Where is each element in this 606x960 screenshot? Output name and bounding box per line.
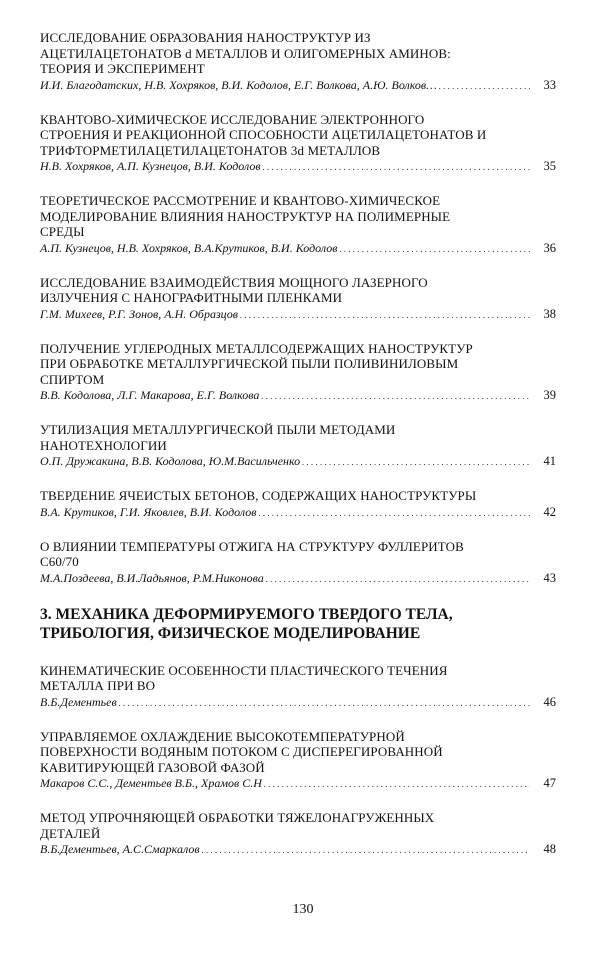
toc-entry <box>40 539 556 587</box>
toc-entry <box>40 488 556 521</box>
entry-authors: Г.М. Михеев, Р.Г. Зонов, А.Н. Образцов <box>40 306 238 321</box>
toc-entry <box>40 112 556 176</box>
entry-title: МЕТОД УПРОЧНЯЮЩЕЙ ОБРАБОТКИ ТЯЖЕЛОНАГРУЖЕННЫХ ДЕТАЛЕЙ <box>40 810 435 841</box>
toc-entry <box>40 729 556 793</box>
toc-entry <box>40 275 556 323</box>
entry-authors-row <box>40 776 556 792</box>
toc-entry <box>40 663 556 711</box>
entry-page-number: 36 <box>543 240 556 255</box>
entry-title: ПОЛУЧЕНИЕ УГЛЕРОДНЫХ МЕТАЛЛСОДЕРЖАЩИХ НАНОСТРУКТУР ПРИ ОБРАБОТКЕ МЕТАЛЛУРГИЧЕСКОЙ ПЫЛИ ПОЛИВИНИЛОВЫМ СПИРТОМ <box>40 340 473 387</box>
entry-authors: Макаров С.С., Дементьев В.Б., Храмов С.Н <box>40 776 262 790</box>
entry-title: ИССЛЕДОВАНИЕ ВЗАИМОДЕЙСТВИЯ МОЩНОГО ЛАЗЕРНОГО ИЗЛУЧЕНИЯ С НАНОГРАФИТНЫМИ ПЛЕНКАМИ <box>40 274 428 305</box>
entry-authors: В.А. Крутиков, Г.И. Яковлев, В.И. Кодолов <box>40 504 257 519</box>
dot-leader <box>258 505 530 521</box>
entry-page-number: 39 <box>543 388 556 402</box>
entry-authors-row <box>40 842 556 858</box>
toc-entry <box>40 422 556 470</box>
entry-authors: В.Б.Дементьев, А.С.Смаркалов <box>40 842 200 856</box>
toc-entry <box>40 341 556 405</box>
dot-leader <box>439 78 530 94</box>
toc-list-mechanics <box>40 663 556 859</box>
entry-authors-row <box>40 695 556 711</box>
entry-title: ТВЕРДЕНИЕ ЯЧЕИСТЫХ БЕТОНОВ, СОДЕРЖАЩИХ НАНОСТРУКТУРЫ <box>40 488 477 503</box>
entry-page-number: 42 <box>543 504 556 519</box>
dot-leader <box>266 571 530 587</box>
dot-leader <box>261 388 530 404</box>
entry-page-number: 47 <box>543 776 556 790</box>
entry-authors: М.А.Поздеева, В.И.Ладьянов, Р.М.Никонова <box>40 570 264 585</box>
toc-entry <box>40 30 556 94</box>
entry-page-number: 33 <box>543 77 556 92</box>
entry-title: КИНЕМАТИЧЕСКИЕ ОСОБЕННОСТИ ПЛАСТИЧЕСКОГО ТЕЧЕНИЯ МЕТАЛЛА ПРИ ВО <box>40 662 448 693</box>
entry-authors-row <box>40 307 556 323</box>
entry-authors-row <box>40 159 556 175</box>
toc-page <box>40 30 556 876</box>
entry-title: УПРАВЛЯЕМОЕ ОХЛАЖДЕНИЕ ВЫСОКОТЕМПЕРАТУРНОЙ ПОВЕРХНОСТИ ВОДЯНЫМ ПОТОКОМ С ДИСПЕРЕГИРОВАННОЙ КАВИТИРУЮЩЕЙ ГАЗОВОЙ ФАЗОЙ <box>40 728 443 775</box>
entry-page-number: 41 <box>543 454 556 468</box>
page-number: 130 <box>292 902 314 917</box>
dot-leader <box>263 159 530 175</box>
entry-authors-row <box>40 78 556 94</box>
entry-authors: В.В. Кодолова, Л.Г. Макарова, Е.Г. Волкова <box>40 388 260 402</box>
entry-page-number: 43 <box>543 570 556 585</box>
entry-page-number: 38 <box>543 306 556 321</box>
entry-title: О ВЛИЯНИИ ТЕМПЕРАТУРЫ ОТЖИГА НА СТРУКТУРУ ФУЛЛЕРИТОВ С60/70 <box>40 538 464 569</box>
entry-authors-row <box>40 388 556 404</box>
entry-page-number: 46 <box>543 694 556 709</box>
entry-authors-row <box>40 571 556 587</box>
dot-leader <box>119 695 530 711</box>
toc-entry <box>40 193 556 257</box>
entry-title: КВАНТОВО-ХИМИЧЕСКОЕ ИССЛЕДОВАНИЕ ЭЛЕКТРОННОГО СТРОЕНИЯ И РЕАКЦИОННОЙ СПОСОБНОСТИ АЦЕТИЛАЦЕТОНАТОВ И ТРИФТОРМЕТИЛАЦЕТИЛАЦЕТОНАТОВ 3d МЕТАЛЛОВ <box>40 111 487 158</box>
dot-leader <box>202 842 530 858</box>
entry-authors-row <box>40 505 556 521</box>
entry-page-number: 35 <box>543 159 556 173</box>
entry-authors-row <box>40 454 556 470</box>
section-heading: 3. МЕХАНИКА ДЕФОРМИРУЕМОГО ТВЕРДОГО ТЕЛА, ТРИБОЛОГИЯ, ФИЗИЧЕСКОЕ МОДЕЛИРОВАНИЕ <box>40 605 453 642</box>
entry-authors: И.И. Благодатских, Н.В. Хохряков, В.И. Кодолов, Е.Г. Волкова, А.Ю. Волков… <box>40 77 437 92</box>
entry-authors: В.Б.Дементьев <box>40 694 117 709</box>
entry-page-number: 48 <box>543 842 556 856</box>
entry-authors: Н.В. Хохряков, А.П. Кузнецов, В.И. Кодолов <box>40 159 261 173</box>
entry-title: УТИЛИЗАЦИЯ МЕТАЛЛУРГИЧЕСКОЙ ПЫЛИ МЕТОДАМИ НАНОТЕХНОЛОГИИ <box>40 422 396 453</box>
toc-entry <box>40 810 556 858</box>
entry-title: ИССЛЕДОВАНИЕ ОБРАЗОВАНИЯ НАНОСТРУКТУР ИЗ АЦЕТИЛАЦЕТОНАТОВ d МЕТАЛЛОВ И ОЛИГОМЕРНЫХ АМИНОВ: ТЕОРИЯ И ЭКСПЕРИМЕНТ <box>40 30 451 76</box>
dot-leader <box>339 241 530 257</box>
dot-leader <box>240 307 530 323</box>
dot-leader <box>264 776 530 792</box>
entry-authors-row <box>40 241 556 257</box>
dot-leader <box>302 454 530 470</box>
entry-authors: О.П. Дружакина, В.В. Кодолова, Ю.М.Васильченко <box>40 454 301 468</box>
toc-list-chemistry <box>40 30 556 587</box>
entry-authors: А.П. Кузнецов, Н.В. Хохряков, В.А.Крутиков, В.И. Кодолов <box>40 240 338 255</box>
entry-title: ТЕОРЕТИЧЕСКОЕ РАССМОТРЕНИЕ И КВАНТОВО-ХИМИЧЕСКОЕ МОДЕЛИРОВАНИЕ ВЛИЯНИЯ НАНОСТРУКТУР НА ПОЛИМЕРНЫЕ СРЕДЫ <box>40 193 451 239</box>
